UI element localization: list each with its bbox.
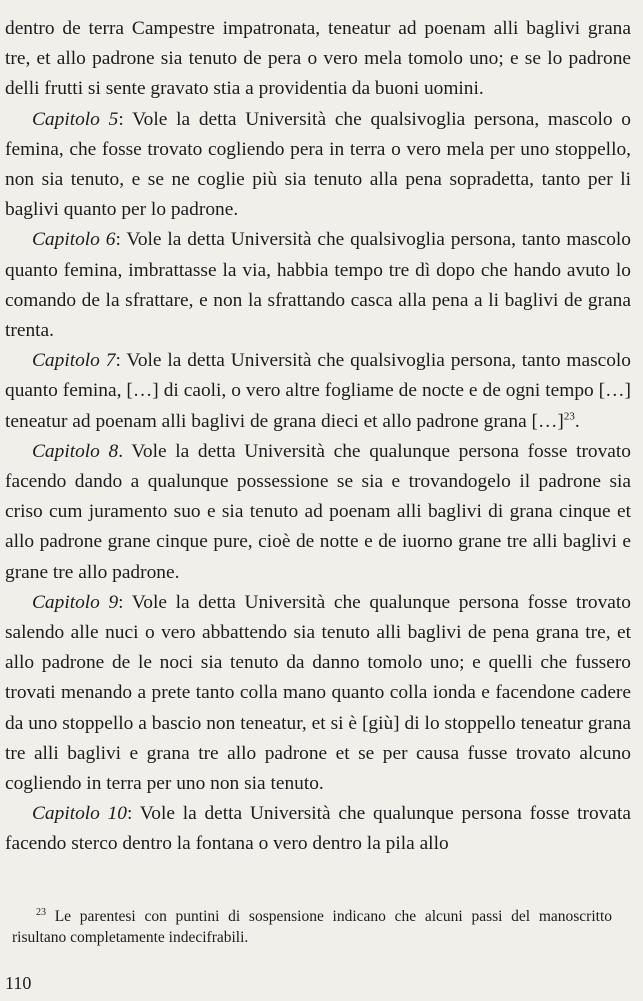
paragraph-text: : Vole la detta Università che qualsivoglia persona, tanto mascolo quanto femina, imbrattasse la via, habbia tempo tre dì dopo che hando avuto lo comando de la sfrattare, e non la sfrattando casca alla pena a li baglivi de grana trenta. (5, 229, 632, 342)
paragraph-text: dentro de terra Campestre impatronata, teneatur ad poenam alli baglivi grana tre, et allo padrone sia tenuto de pera o vero mela tomolo uno; e se lo padrone delli frutti si sente gravato stia a providentia da buoni uomini. (5, 18, 631, 100)
chapter-label: Capitolo 10 (32, 803, 128, 825)
paragraph-capitolo-5 (5, 105, 631, 226)
paragraph-text: : Vole la detta Università che qualunque persona fosse trovato salendo alle nuci o vero abbattendo sia tenuto alli baglivi de pena grana tre, et allo padrone de le noci sia tenuto da danno tomolo uno; e quelli che fussero trovati menando a prete tanto colla mano quanto colla ionda e facendone cadere da uno stoppello a bascio non teneatur, et si è [giù] di lo stoppello teneatur grana tre alli baglivi e grana tre allo padrone et se per causa fusse trovato alcuno cogliendo in terra per uno non sia tenuto. (5, 591, 631, 795)
footnote-text: Le parentesi con puntini di sospensione indicano che alcuni passi del manoscritto risultano completamente indecifrabili. (12, 908, 612, 946)
paragraph-text: . Vole la detta Università che qualunque persona fosse trovato facendo dando a qualunque possessione se sia e trovandogelo il padrone sia criso cum juramento suo e sia tenuto ad poenam alli baglivi di grana cinque et allo padrone grane cinque pure, cioè de notte e de iuorno grane tre alli baglivi e grane tre allo padrone. (5, 440, 632, 583)
paragraph-text: : Vole la detta Università che qualunque persona fosse trovata facendo sterco dentro la fontana o vero dentro la pila allo (5, 803, 631, 855)
chapter-label: Capitolo 9 (32, 591, 119, 613)
body-text (5, 14, 631, 860)
paragraph-capitolo-9 (5, 588, 631, 799)
chapter-label: Capitolo 8 (32, 440, 119, 462)
chapter-label: Capitolo 6 (32, 229, 116, 251)
footnote-reference: 23 (563, 410, 575, 423)
paragraph-capitolo-10 (5, 799, 631, 859)
paragraph-text-end: . (574, 410, 580, 432)
paragraph-capitolo-8 (5, 437, 631, 588)
chapter-label: Capitolo 5 (32, 108, 119, 130)
footnote (12, 906, 612, 948)
paragraph-text: : Vole la detta Università che qualsivoglia persona, tanto mascolo quanto femina, […] di caoli, o vero altre fogliame de nocte e de ogni tempo […] teneatur ad poenam alli baglivi de grana dieci et allo padrone grana […] (5, 350, 632, 432)
page-number: 110 (5, 973, 32, 993)
paragraph-capitolo-7 (5, 346, 631, 437)
paragraph-text: : Vole la detta Università che qualsivoglia persona, mascolo o femina, che fosse trovato cogliendo pera in terra o vero mela per uno stoppello, non sia tenuto, e se ne coglie più sia tenuto alla pena sopradetta, tanto per li baglivi quanto per lo padrone. (5, 108, 632, 221)
footnote-number: 23 (36, 906, 46, 918)
chapter-label: Capitolo 7 (32, 350, 116, 372)
paragraph-capitolo-6 (5, 225, 631, 346)
paragraph-continuation (5, 14, 631, 105)
